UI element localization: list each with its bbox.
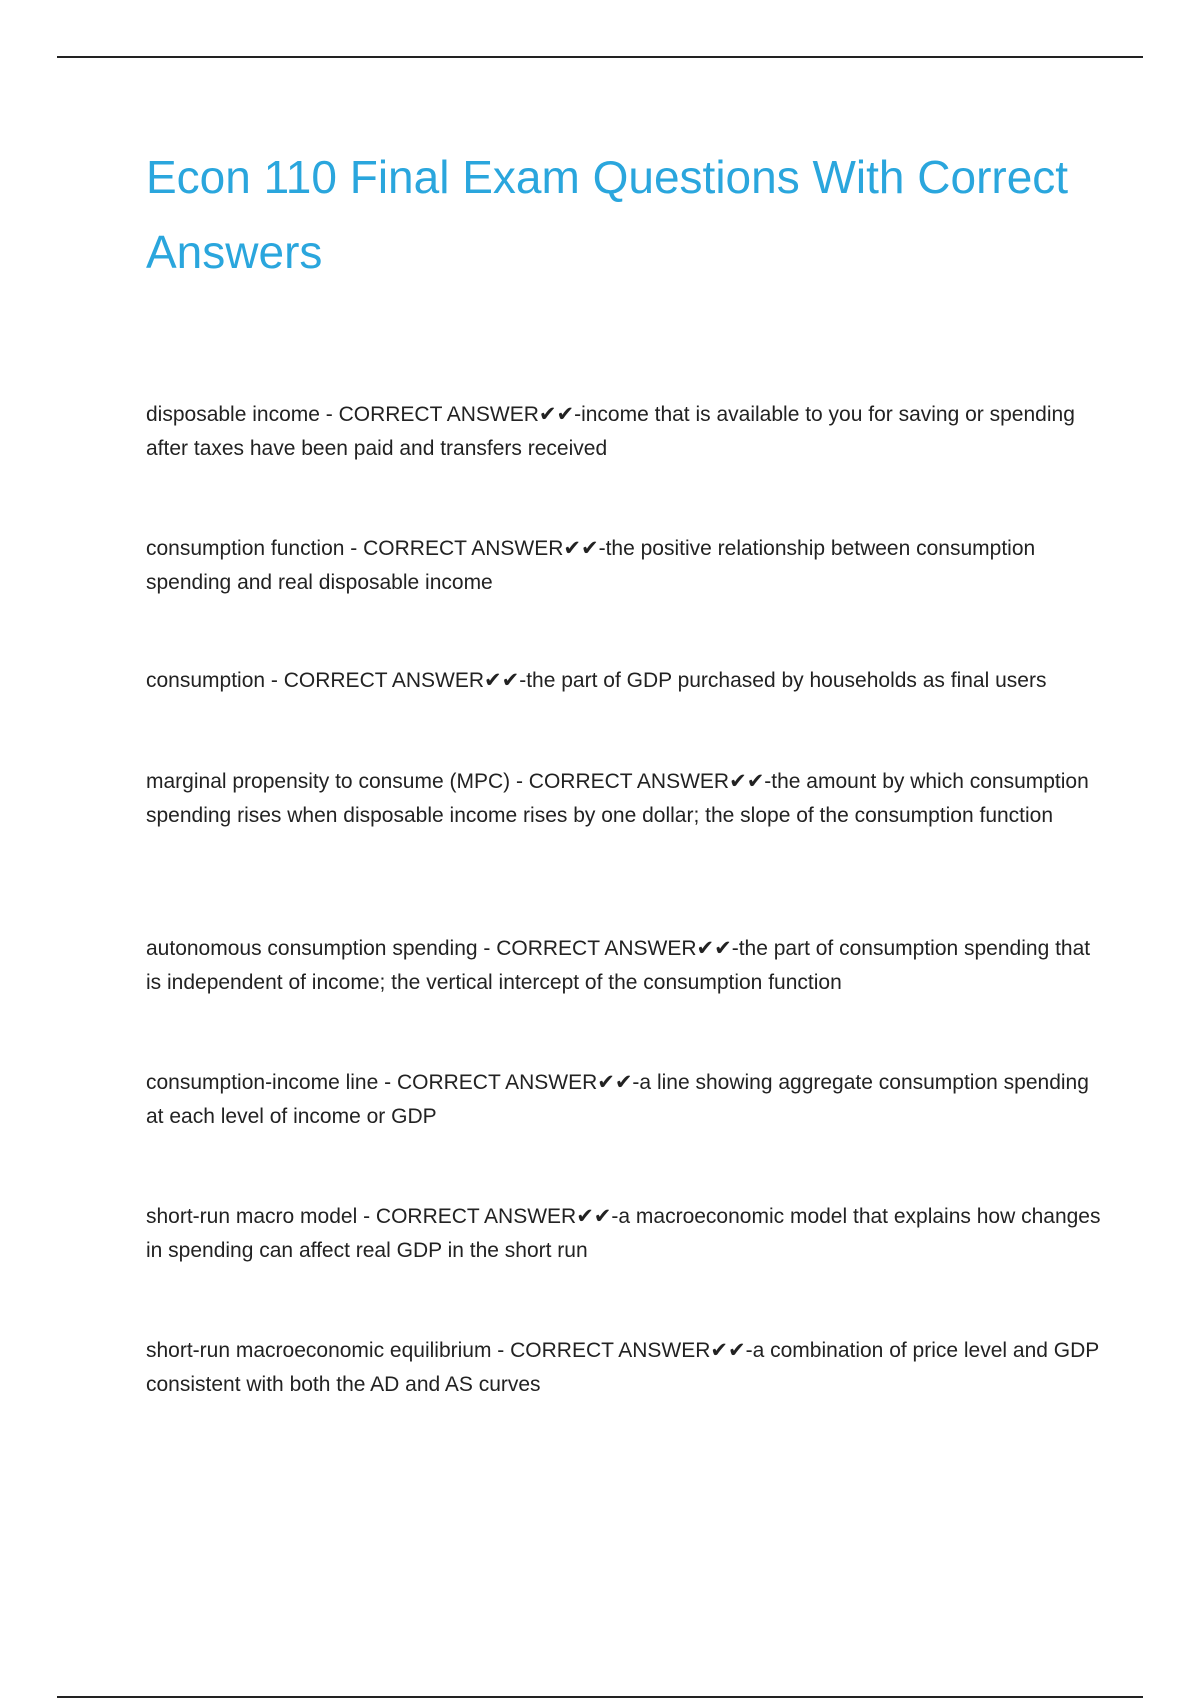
page-title: Econ 110 Final Exam Questions With Correct Answers (146, 151, 1069, 278)
qa-item-text: consumption function - CORRECT ANSWER✔✔-the positive relationship between consumption spending and real disposable income (146, 537, 1036, 594)
qa-item (146, 532, 1101, 600)
qa-item-text: disposable income - CORRECT ANSWER✔✔-income that is available to you for saving or spending after taxes have been paid and transfers received (146, 403, 1075, 460)
qa-item-text: short-run macroeconomic equilibrium - CORRECT ANSWER✔✔-a combination of price level and GDP consistent with both the AD and AS curves (146, 1339, 1099, 1396)
qa-item (146, 1334, 1101, 1402)
qa-item (146, 664, 1101, 698)
qa-item-text: autonomous consumption spending - CORRECT ANSWER✔✔-the part of consumption spending that is independent of income; the vertical intercept of the consumption function (146, 937, 1091, 994)
qa-item-text: short-run macro model - CORRECT ANSWER✔✔-a macroeconomic model that explains how changes in spending can affect real GDP in the short run (146, 1205, 1101, 1262)
qa-item (146, 398, 1101, 466)
qa-item (146, 765, 1101, 833)
qa-item-text: consumption - CORRECT ANSWER✔✔-the part of GDP purchased by households as final users (146, 669, 1047, 692)
qa-item-text: marginal propensity to consume (MPC) - CORRECT ANSWER✔✔-the amount by which consumption spending rises when disposable income rises by one dollar; the slope of the consumption function (146, 770, 1089, 827)
qa-item (146, 1066, 1101, 1134)
qa-item (146, 1200, 1101, 1268)
top-rule (57, 56, 1143, 58)
qa-item (146, 932, 1101, 1000)
qa-item-text: consumption-income line - CORRECT ANSWER✔✔-a line showing aggregate consumption spending at each level of income or GDP (146, 1071, 1089, 1128)
bottom-rule (57, 1696, 1143, 1698)
